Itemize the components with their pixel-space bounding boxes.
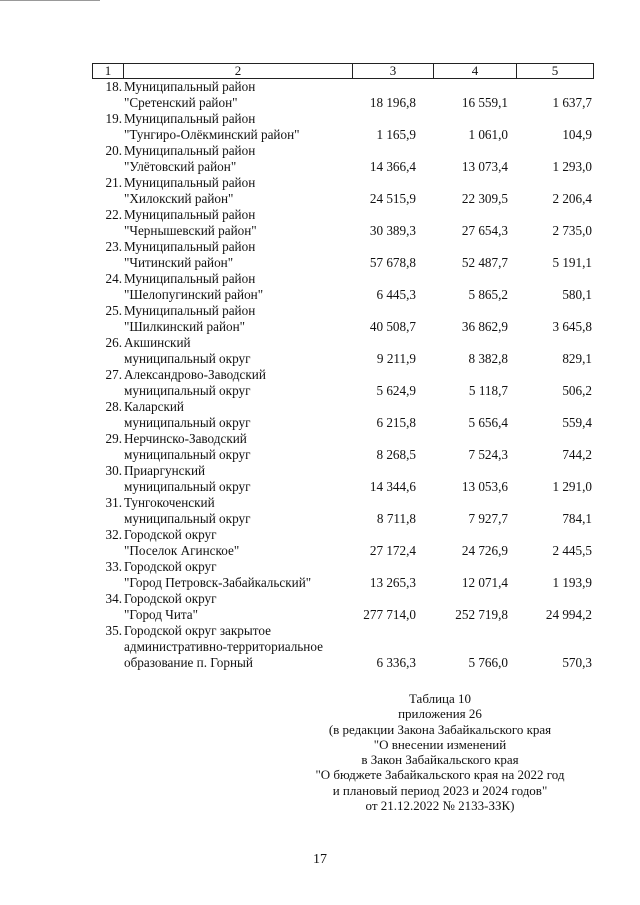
- table-row: [92, 463, 594, 495]
- row-value-col-5: 24 994,2: [545, 607, 592, 622]
- row-number: [92, 271, 122, 287]
- row-name-line: муниципальный округ: [124, 511, 251, 526]
- row-value-col-4: 36 862,9: [461, 319, 508, 334]
- note-line: в Закон Забайкальского края: [361, 752, 519, 768]
- row-value-col-3: 24 515,9: [369, 191, 416, 206]
- row-number: [92, 463, 122, 479]
- row-value-col-5: 744,2: [562, 447, 592, 462]
- table-body: [92, 79, 594, 671]
- row-number: [92, 111, 122, 127]
- row-name-line: Муниципальный район: [124, 175, 256, 190]
- row-number-text: 19.: [105, 111, 122, 126]
- table-row: [92, 431, 594, 463]
- row-value-col-5: 506,2: [562, 383, 592, 398]
- row-number: [92, 175, 122, 191]
- row-name: [124, 111, 356, 143]
- row-name-line: образование п. Горный: [124, 655, 253, 670]
- row-number-text: 30.: [105, 463, 122, 478]
- row-number-text: 28.: [105, 399, 122, 414]
- row-number: [92, 207, 122, 223]
- row-name-line: муниципальный округ: [124, 383, 251, 398]
- row-value-col-5: 2 445,5: [552, 543, 592, 558]
- row-name: [124, 527, 356, 559]
- row-name-line: Александрово-Заводский: [124, 367, 266, 382]
- row-name-line: муниципальный округ: [124, 415, 251, 430]
- row-name-line: муниципальный округ: [124, 479, 251, 494]
- table-row: [92, 207, 594, 239]
- row-value-col-3: 277 714,0: [363, 607, 416, 622]
- row-name-line: Муниципальный район: [124, 143, 256, 158]
- table-row: [92, 79, 594, 111]
- row-number: [92, 239, 122, 255]
- scan-edge-line: [0, 0, 100, 1]
- table-row: [92, 271, 594, 303]
- note-line: Таблица 10: [408, 691, 472, 706]
- note-line: от 21.12.2022 № 2133-ЗЗК): [365, 798, 515, 814]
- row-number-text: 29.: [105, 431, 122, 446]
- row-number: [92, 367, 122, 383]
- page-number: 17: [313, 852, 327, 867]
- table-row: [92, 303, 594, 335]
- row-value-col-5: 1 293,0: [552, 159, 592, 174]
- row-value-col-5: 2 206,4: [552, 191, 592, 206]
- row-value-col-5: 2 735,0: [552, 223, 592, 238]
- row-number-text: 24.: [105, 271, 122, 286]
- note-line: "О бюджете Забайкальского края на 2022 год: [315, 767, 565, 783]
- row-name-line: "Город Чита": [124, 607, 199, 622]
- row-name-line: Городской округ закрытое: [124, 623, 271, 638]
- row-name: [124, 207, 356, 239]
- row-name: [124, 175, 356, 207]
- row-name-line: Городской округ: [124, 527, 217, 542]
- row-name: [124, 591, 356, 623]
- row-name: [124, 431, 356, 463]
- row-number-text: 27.: [105, 367, 122, 382]
- row-value-col-3: 14 366,4: [369, 159, 416, 174]
- row-value-col-4: 27 654,3: [461, 223, 508, 238]
- row-value-col-3: 57 678,8: [369, 255, 416, 270]
- row-name-line: "Чернышевский район": [124, 223, 257, 238]
- table-row: [92, 559, 594, 591]
- row-name-line: Городской округ: [124, 559, 217, 574]
- table-row: [92, 527, 594, 559]
- row-value-col-4: 7 524,3: [468, 447, 508, 462]
- row-name-line: Муниципальный район: [124, 207, 256, 222]
- note-line: "О внесении изменений: [373, 736, 507, 752]
- table-header: [92, 63, 594, 79]
- row-number-text: 21.: [105, 175, 122, 190]
- row-name-line: "Хилокский район": [124, 191, 234, 206]
- row-value-col-4: 52 487,7: [461, 255, 508, 270]
- row-name-line: Городской округ: [124, 591, 217, 606]
- row-number-text: 18.: [105, 79, 122, 94]
- row-value-col-3: 6 445,3: [376, 287, 416, 302]
- row-name-line: Муниципальный район: [124, 239, 256, 254]
- row-value-col-3: 18 196,8: [369, 95, 416, 110]
- row-value-col-5: 784,1: [562, 511, 592, 526]
- row-value-col-4: 252 719,8: [455, 607, 508, 622]
- table-row: [92, 399, 594, 431]
- row-number: [92, 623, 122, 639]
- row-name-line: Акшинский: [124, 335, 191, 350]
- row-value-col-4: 5 656,4: [468, 415, 508, 430]
- row-number: [92, 303, 122, 319]
- row-name-line: Муниципальный район: [124, 303, 256, 318]
- row-value-col-4: 5 118,7: [468, 383, 508, 398]
- row-value-col-5: 104,9: [562, 127, 592, 142]
- row-name: [124, 463, 356, 495]
- row-value-col-4: 24 726,9: [461, 543, 508, 558]
- row-value-col-3: 5 624,9: [376, 383, 416, 398]
- table-row: [92, 591, 594, 623]
- header-col-4: 4: [434, 64, 517, 78]
- row-value-col-5: 1 637,7: [552, 95, 592, 110]
- row-name: [124, 399, 356, 431]
- row-name-line: "Шилкинский район": [124, 319, 246, 334]
- row-value-col-3: 9 211,9: [376, 351, 416, 366]
- table-row: [92, 335, 594, 367]
- row-value-col-5: 829,1: [562, 351, 592, 366]
- row-value-col-4: 1 061,0: [468, 127, 508, 142]
- row-number-text: 22.: [105, 207, 122, 222]
- row-number-text: 35.: [105, 623, 122, 638]
- row-name-line: "Поселок Агинское": [124, 543, 240, 558]
- row-name: [124, 495, 356, 527]
- row-number: [92, 79, 122, 95]
- note-line: приложения 26: [398, 706, 482, 722]
- row-number: [92, 495, 122, 511]
- table-row: [92, 623, 594, 671]
- header-col-2: 2: [124, 64, 353, 78]
- row-name: [124, 303, 356, 335]
- row-value-col-3: 13 265,3: [369, 575, 416, 590]
- row-number: [92, 591, 122, 607]
- row-name-line: "Улётовский район": [124, 159, 237, 174]
- row-value-col-4: 8 382,8: [468, 351, 508, 366]
- row-name-line: Каларский: [124, 399, 184, 414]
- row-name-line: Приаргунский: [124, 463, 206, 478]
- row-value-col-4: 12 071,4: [461, 575, 508, 590]
- row-number-text: 31.: [105, 495, 122, 510]
- row-value-col-5: 5 191,1: [552, 255, 592, 270]
- row-number: [92, 399, 122, 415]
- table-row: [92, 175, 594, 207]
- row-value-col-4: 22 309,5: [461, 191, 508, 206]
- row-name-line: Муниципальный район: [124, 111, 256, 126]
- table-row: [92, 367, 594, 399]
- table-row: [92, 239, 594, 271]
- row-name-line: "Сретенский район": [124, 95, 238, 110]
- row-name: [124, 367, 356, 399]
- row-number: [92, 527, 122, 543]
- row-name: [124, 79, 356, 111]
- row-value-col-5: 580,1: [562, 287, 592, 302]
- row-value-col-4: 5 766,0: [468, 655, 508, 670]
- header-col-1: 1: [93, 64, 124, 78]
- row-name-line: административно-территориальное: [124, 639, 323, 654]
- header-col-5: 5: [551, 63, 559, 78]
- row-name-line: Нерчинско-Заводский: [124, 431, 247, 446]
- row-value-col-3: 6 215,8: [376, 415, 416, 430]
- row-number-text: 34.: [105, 591, 122, 606]
- table-row: [92, 111, 594, 143]
- note-line: (в редакции Закона Забайкальского края: [328, 721, 552, 737]
- row-value-col-4: 13 053,6: [461, 479, 508, 494]
- row-value-col-4: 5 865,2: [468, 287, 508, 302]
- row-value-col-5: 1 291,0: [552, 479, 592, 494]
- row-value-col-3: 30 389,3: [369, 223, 416, 238]
- row-name-line: "Тунгиро-Олёкминский район": [124, 127, 300, 142]
- row-value-col-3: 40 508,7: [369, 319, 416, 334]
- row-number-text: 23.: [105, 239, 122, 254]
- row-name-line: муниципальный округ: [124, 351, 251, 366]
- row-name: [124, 271, 356, 303]
- row-value-col-3: 6 336,3: [376, 655, 416, 670]
- row-value-col-3: 8 711,8: [376, 511, 416, 526]
- row-number-text: 20.: [105, 143, 122, 158]
- table-note: [300, 691, 580, 813]
- row-name: [124, 559, 356, 591]
- row-name-line: Муниципальный район: [124, 79, 256, 94]
- header-col-3: 3: [353, 64, 434, 78]
- row-number-text: 32.: [105, 527, 122, 542]
- row-number-text: 26.: [105, 335, 122, 350]
- row-number-text: 33.: [105, 559, 122, 574]
- table-row: [92, 143, 594, 175]
- row-number: [92, 559, 122, 575]
- row-value-col-3: 1 165,9: [376, 127, 416, 142]
- row-value-col-4: 16 559,1: [461, 95, 508, 110]
- note-line: и плановый период 2023 и 2024 годов": [332, 782, 548, 798]
- row-number-text: 25.: [105, 303, 122, 318]
- row-value-col-5: 570,3: [562, 655, 592, 670]
- row-name: [124, 335, 356, 367]
- row-name-line: "Шелопугинский район": [124, 287, 264, 302]
- table-row: [92, 495, 594, 527]
- row-value-col-5: 559,4: [562, 415, 592, 430]
- row-name: [124, 143, 356, 175]
- row-name-line: "Читинский район": [124, 255, 234, 270]
- row-number: [92, 431, 122, 447]
- row-value-col-4: 7 927,7: [468, 511, 508, 526]
- row-value-col-5: 1 193,9: [552, 575, 592, 590]
- row-value-col-5: 3 645,8: [552, 319, 592, 334]
- row-number: [92, 335, 122, 351]
- row-value-col-3: 27 172,4: [369, 543, 416, 558]
- row-name: [124, 239, 356, 271]
- row-name-line: Тунгокоченский: [124, 495, 215, 510]
- row-value-col-4: 13 073,4: [461, 159, 508, 174]
- row-name-line: Муниципальный район: [124, 271, 256, 286]
- row-value-col-3: 8 268,5: [376, 447, 416, 462]
- row-name-line: "Город Петровск-Забайкальский": [124, 575, 312, 590]
- row-name-line: муниципальный округ: [124, 447, 251, 462]
- row-name: [124, 623, 356, 671]
- row-number: [92, 143, 122, 159]
- row-value-col-3: 14 344,6: [369, 479, 416, 494]
